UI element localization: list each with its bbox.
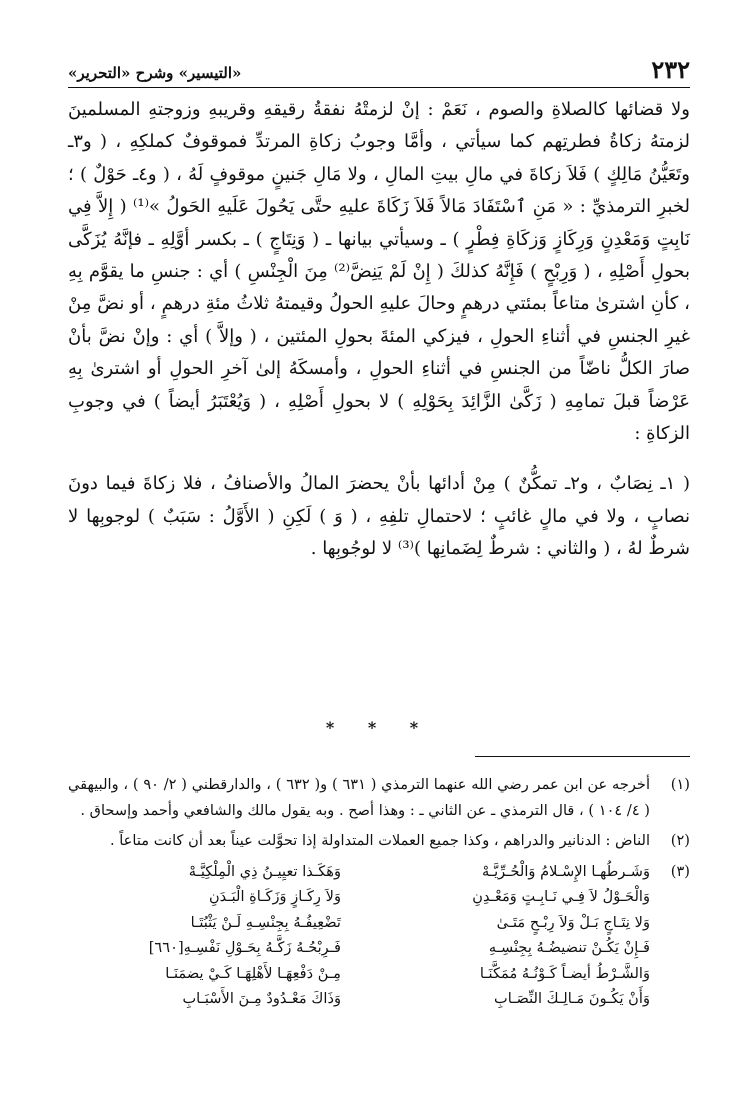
verse-hemistich: تَضْعِيفُـهُ بِجِنْسِـهِ لَـنْ يَثْبُتَـا: [190, 913, 341, 931]
verse-hemistich: وَلاَ رِكَـازٍ وَزَكَـاةِ الْبَـدَنِ: [208, 888, 341, 905]
verse-block: [68, 859, 650, 1012]
verse-hemistich: وَشَـرطُهـا الإِسْـلامُ وَالْحُـرِّيَّـهْ: [481, 862, 650, 880]
footnote-text: أخرجه عن ابن عمر رضي الله عنهما الترمذي ( ٦٣١ ) و( ٦٣٢ ) ، والدارقطني ( ٢/ ٩٠ ) ، والبيهقي ( ٤/ ١٠٤ ) ، قال الترمذي ـ عن الثاني ـ : وهذا أصح . وبه يقول مالك والشافعي وأحمد وإسحاق .: [68, 776, 650, 819]
page-number: ٢٣٢: [651, 55, 690, 84]
page-header: [68, 50, 690, 88]
footnote-number: (١): [670, 776, 690, 793]
main-text: [68, 94, 690, 566]
footnote-divider: [475, 756, 690, 757]
paragraph: ولا قضائها كالصلاةِ والصوم ، نَعَمْ : إنْ لزمتْهُ نفقةُ رقيقهِ وقريبهِ وزوجتهِ المسلمينَ لزمتهُ زكاةُ فطرتِهم كما سيأتي ، وأمَّا وجوبُ زكاةِ المرتدِّ فموقوفٌ كملكِهِ ، ( و٣ـ وتَعَيُّنُ مَالِكٍ ) فَلاَ زكاةَ في مالِ بيتِ المالِ ، ولا مَالِ جَنينٍ موقوفٍ لَهُ ، ( و٤ـ حَوْلٌ ) ؛ لخبرِ الترمذيِّ : « مَنِ ٱسْتَفَادَ مَالاً فَلاَ زَكَاةَ عليهِ حتَّى يَحُولَ عَلَيهِ الحَولُ »⁽¹⁾ ( إِلاَّ فِي نَابِتٍ وَمَعْدِنٍ وَرِكَازٍ وَزكَاةِ فِطْرٍ ) ـ وسيأتي بيانها ـ ( وَنِتَاجٍ ) ـ بكسر أوَّلِهِ ـ فإنَّهُ يُزَكَّى بحولِ أَصْلِهِ ، ( وَرِبْحٍ ) فَإِنَّهُ كذلكَ ( إِنْ لَمْ يَنِضَّ⁽²⁾ مِنَ الْجِنْسِ ) أي : جنسِ ما يقوَّم بِهِ ، كأنِ اشترىٰ متاعاً بمئتي درهمٍ وحالَ عليهِ الحولُ وقيمتهُ ثلاثُ مئةِ درهمٍ ، أو نضَّ مِنْ غيرِ الجنسِ في أثناءِ الحولِ ، فيزكي المئةَ بحولِ المئتين ، ( وإلاَّ ) أي : وإنْ نضَّ بأنْ صارَ الكلُّ ناضّاً من الجنسِ في أثناءِ الحولِ ، وأمسكَهُ إلىٰ آخرِ الحولِ أو اشترىٰ بِهِ عَرْضاً قبلَ تمامِهِ ( زَكَّىٰ الزَّائِدَ بِحَوْلِهِ ) لا بحولِ أَصْلِهِ ، ( وَيُعْتَبَرُ أيضاً ) في وجوبِ الزكاةِ :: [68, 99, 691, 445]
verse-hemistich: وَالشَّـرْطُ أيضـاً كَـوْنُـهُ مُمَكَّنَـا: [479, 964, 650, 982]
footnote-number: (٢): [670, 832, 690, 849]
verse-hemistich: فَـإِنْ يَكُـنْ تنضيضُـهُ بِجِنْسِـهِ: [488, 939, 650, 956]
footnote: [68, 828, 690, 854]
verse-hemistich: وَذَاكَ مَعْـدُودٌ مِـنَ الأَسْبَـابِ: [182, 990, 341, 1007]
footnote: [68, 859, 690, 1012]
book-page: [68, 50, 690, 1090]
verse-hemistich: وَالْحَـوْلُ لاَ فِـي نَـابِـتٍ وَمَعْـدِنِ: [472, 888, 650, 905]
footnotes: [68, 772, 690, 1017]
running-title: «التيسير» وشرح «التحرير»: [68, 64, 242, 82]
verse-hemistich: مِـنْ دَفْعِهَـا لأَهْلِهَـا كَـيْ يضمَنَـا: [165, 964, 341, 982]
footnote-number: (٣): [670, 862, 690, 880]
section-separator: * * *: [325, 718, 433, 737]
verse-hemistich: وَهَكَـذا تعيِيـنُ ذِي الْمِلْكِيَّـهْ: [188, 862, 341, 880]
verse-hemistich: وَلا نِتَـاجٍ بَـلْ وَلاَ رِبْـحٍ مَتَـىٰ: [496, 913, 650, 931]
footnote-text: الناض : الدنانير والدراهم ، وكذا جميع العملات المتداولة إذا تحوَّلت عيناً بعد أن كانت متاعاً .: [109, 832, 650, 849]
paragraph: ( ١ـ نِصَابٌ ، و٢ـ تمكُّنٌ ) مِنْ أدائها بأنْ يحضرَ المالُ والأصنافُ ، فلا زكاةَ فيما دونَ نصابٍ ، ولا في مالٍ غائبٍ ؛ لاحتمالِ تلفِهِ ، ( وَ ) لَكِنِ ( الأَوَّلُ : سَبَبٌ ) لوجوبِها لا شرطٌ لهُ ، ( والثاني : شرطٌ لِضَمانِها )⁽³⁾ لا لوجُوبِها .: [68, 473, 690, 560]
verse-hemistich: فَـرِبْحُـهُ زَكَّـهُ بِحَـوْلِ نَفْسِـهِ[٦٦٠]: [148, 939, 341, 956]
footnote: [68, 772, 690, 823]
verse-hemistich: وَأَنْ يَكُـونَ مَـالِـكَ النِّصَـابِ: [494, 990, 650, 1007]
